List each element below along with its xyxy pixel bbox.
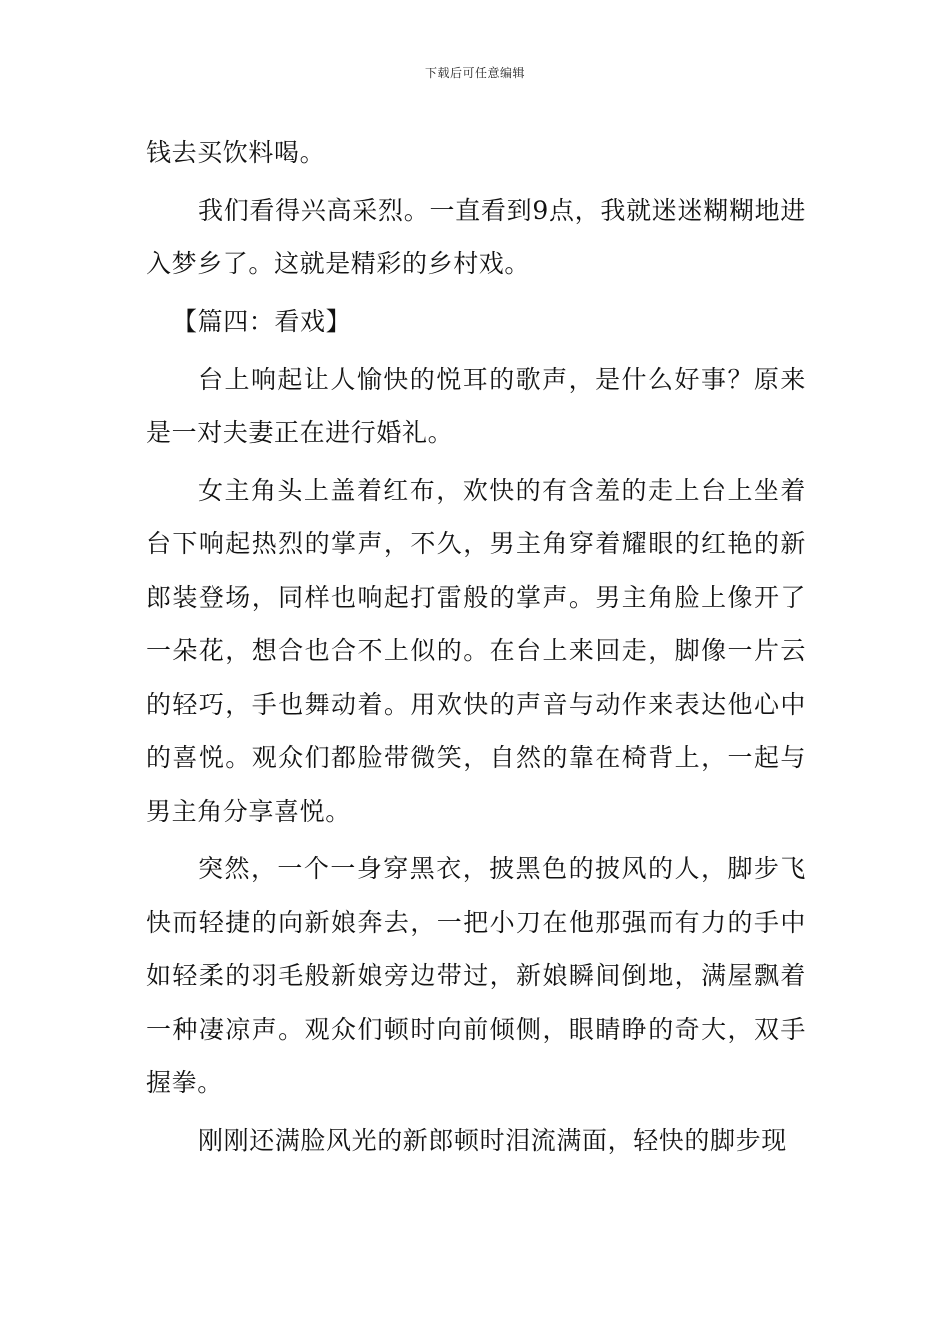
page-header: 下载后可任意编辑 <box>424 66 525 80</box>
body-text <box>146 126 806 1172</box>
paragraph-6: 刚刚还满脸风光的新郎顿时泪流满面，轻快的脚步现 <box>198 1126 787 1156</box>
paragraph-2: 我们看得兴高采烈。一直看到9点，我就迷迷糊糊地进入梦乡了。这就是精彩的乡村戏。 <box>146 195 806 279</box>
paragraph-5: 突然，一个一身穿黑衣，披黑色的披风的人，脚步飞快而轻捷的向新娘奔去，一把小刀在他那强而有力的手中如轻柔的羽毛般新娘旁边带过，新娘瞬间倒地，满屋飘着一种凄凉声。观众们顿时向前倾侧，眼睛睁的奇大，双手握拳。 <box>146 854 806 1098</box>
paragraph-4: 女主角头上盖着红布，欢快的有含羞的走上台上坐着台下响起热烈的掌声，不久，男主角穿着耀眼的红艳的新郎装登场，同样也响起打雷般的掌声。男主角脸上像开了一朵花，想合也合不上似的。在台上来回走，脚像一片云的轻巧，手也舞动着。用欢快的声音与动作来表达他心中的喜悦。观众们都脸带微笑，自然的靠在椅背上，一起与男主角分享喜悦。 <box>146 475 806 826</box>
paragraph-3: 台上响起让人愉快的悦耳的歌声，是什么好事？原来是一对夫妻正在进行婚礼。 <box>146 364 806 448</box>
section-heading: 【篇四：看戏】 <box>172 306 352 336</box>
paragraph-1: 钱去买饮料喝。 <box>146 138 326 167</box>
